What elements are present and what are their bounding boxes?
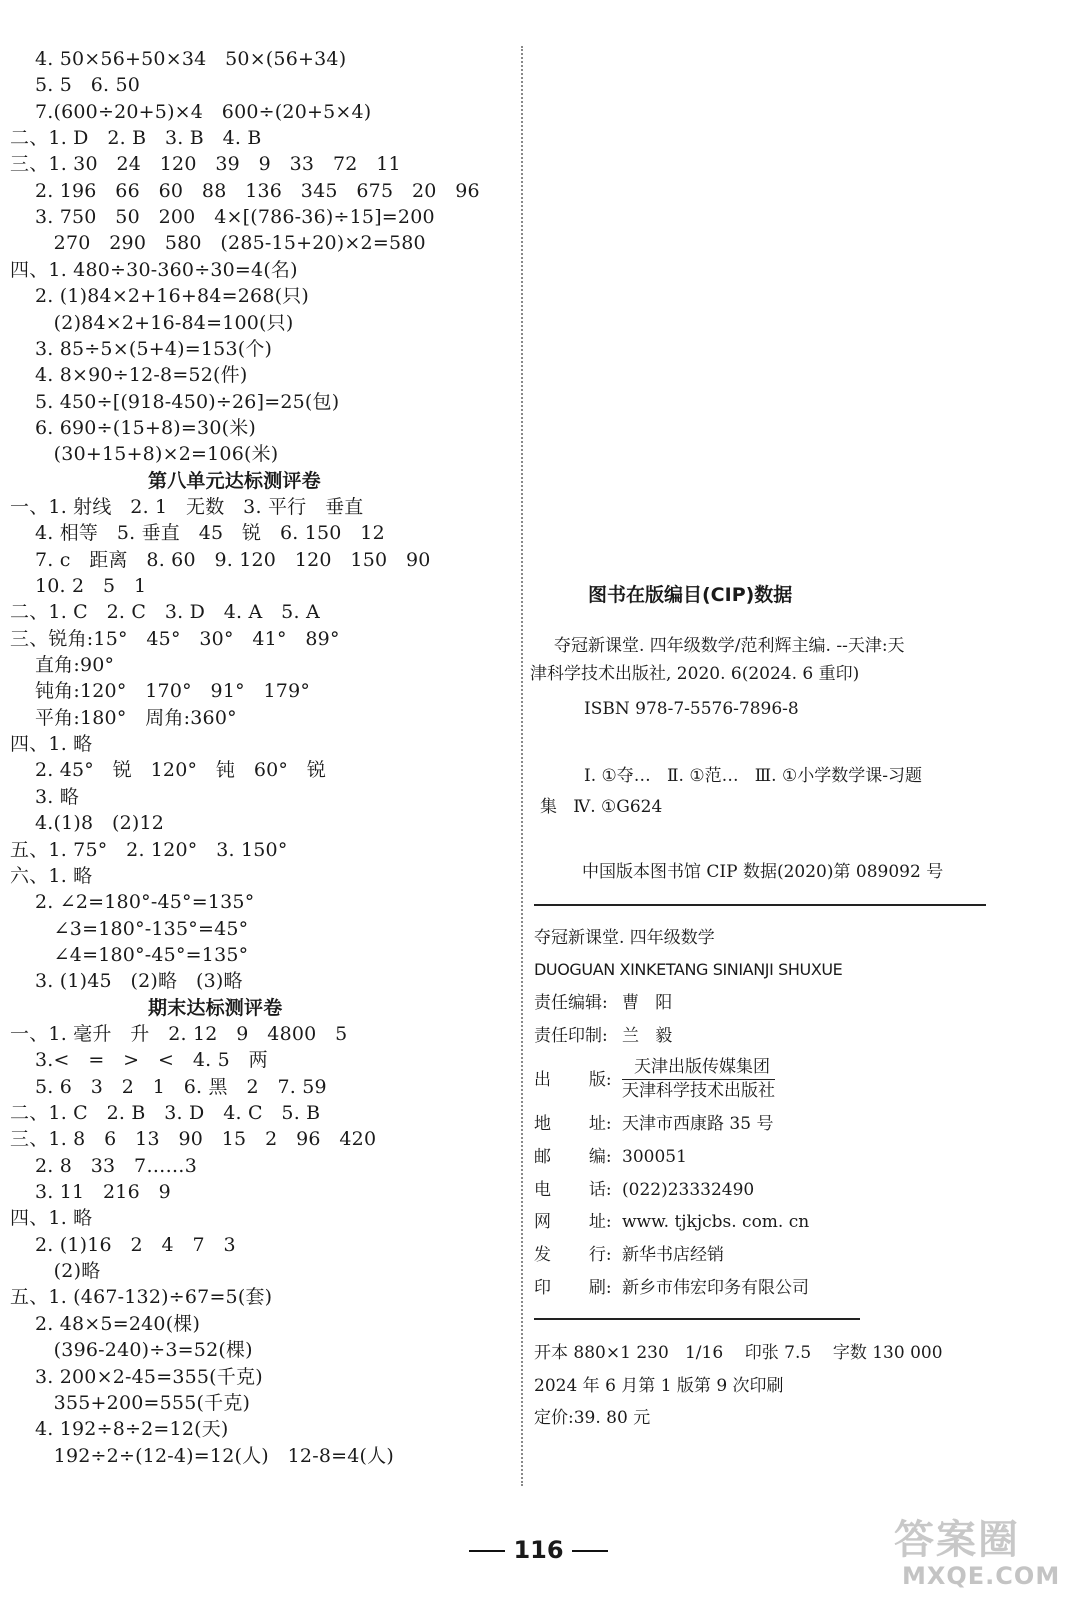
edition-line: 2024 年 6 月第 1 版第 9 次印刷: [534, 1376, 784, 1396]
answer-line: (396-240)÷3=52(棵): [10, 1339, 253, 1361]
answer-line: 6. 690÷(15+8)=30(米): [10, 417, 257, 439]
answer-line: 192÷2÷(12-4)=12(人) 12-8=4(人): [10, 1445, 394, 1467]
address-value: 天津市西康路 35 号: [622, 1114, 774, 1134]
answer-line: 7. c 距离 8. 60 9. 120 120 150 90: [10, 549, 431, 571]
answer-line: 二、1. D 2. B 3. B 4. B: [10, 127, 262, 149]
pinyin-title: DUOGUAN XINKETANG SINIANJI SHUXUE: [534, 960, 843, 979]
answer-line: 4. 相等 5. 垂直 45 锐 6. 150 12: [10, 522, 385, 544]
answer-line: 三、1. 8 6 13 90 15 2 96 420: [10, 1128, 377, 1150]
answer-line: 四、1. 略: [10, 733, 93, 755]
answer-line: 5. 5 6. 50: [10, 74, 141, 96]
answer-line: 三、1. 30 24 120 39 9 33 72 11: [10, 153, 401, 175]
answer-line: 5. 6 3 2 1 6. 黑 2 7. 59: [10, 1076, 327, 1098]
answer-line: 3. 750 50 200 4×[(786-36)÷15]=200: [10, 206, 435, 228]
answer-line: 3. 11 216 9: [10, 1181, 171, 1203]
answer-line: 2. 8 33 7……3: [10, 1155, 198, 1177]
pub-rule: [534, 1318, 860, 1320]
watermark-bottom: MXQE.COM: [902, 1562, 1061, 1590]
answer-line: (2)84×2+16-84=100(只): [10, 312, 294, 334]
book-title: 夺冠新课堂. 四年级数学: [534, 928, 715, 948]
printer-value: 新乡市伟宏印务有限公司: [622, 1278, 809, 1298]
phone-value: (022)23332490: [622, 1180, 755, 1200]
answer-line: 4. 8×90÷12-8=52(件): [10, 364, 248, 386]
phone-label: 电 话:: [534, 1180, 612, 1200]
answer-line: 4. 192÷8÷2=12(天): [10, 1418, 229, 1440]
footer-dash-right: [572, 1550, 608, 1552]
answer-line: 4. 50×56+50×34 50×(56+34): [10, 48, 347, 70]
answer-line: 3. 200×2-45=355(千克): [10, 1366, 263, 1388]
section-heading: 第八单元达标测评卷: [148, 470, 321, 492]
answer-line: 二、1. C 2. B 3. D 4. C 5. B: [10, 1102, 321, 1124]
answer-line: 三、锐角:15° 45° 30° 41° 89°: [10, 628, 340, 650]
answer-line: (30+15+8)×2=106(米): [10, 443, 279, 465]
editor-label: 责任编辑:: [534, 993, 608, 1013]
copyright-page-column: [530, 0, 1070, 1520]
format-line: 开本 880×1 230 1/16 印张 7.5 字数 130 000: [534, 1343, 943, 1363]
answer-line: 4.(1)8 (2)12: [10, 812, 165, 834]
distribution-label: 发 行:: [534, 1245, 612, 1265]
answer-line: 一、1. 毫升 升 2. 12 9 4800 5: [10, 1023, 348, 1045]
answer-line: 2. (1)84×2+16+84=268(只): [10, 285, 310, 307]
answer-line: 3.< = > < 4. 5 两: [10, 1049, 268, 1071]
answer-line: 平角:180° 周角:360°: [10, 707, 237, 729]
distribution-value: 新华书店经销: [622, 1245, 724, 1265]
answer-line: 3. 85÷5×(5+4)=153(个): [10, 338, 273, 360]
publisher-stack: [622, 1056, 775, 1102]
printer-label: 印 刷:: [534, 1278, 612, 1298]
cip-title: 图书在版编目(CIP)数据: [588, 584, 793, 606]
cip-line-1: 夺冠新课堂. 四年级数学/范利辉主编. --天津:天: [554, 636, 905, 656]
postcode-value: 300051: [622, 1147, 687, 1167]
answer-line: 四、1. 略: [10, 1207, 93, 1229]
print-resp-value: 兰 毅: [622, 1026, 673, 1046]
editor-value: 曹 阳: [622, 993, 673, 1013]
answer-line: 7.(600÷20+5)×4 600÷(20+5×4): [10, 101, 372, 123]
answer-line: 二、1. C 2. C 3. D 4. A 5. A: [10, 601, 320, 623]
publisher-label: 出 版:: [534, 1070, 612, 1090]
answer-line: 5. 450÷[(918-450)÷26]=25(包): [10, 391, 340, 413]
answer-line: 270 290 580 (285-15+20)×2=580: [10, 232, 426, 254]
page-number: 116: [513, 1536, 564, 1564]
cip-line-2: 津科学技术出版社, 2020. 6(2024. 6 重印): [530, 664, 860, 684]
answer-line: ∠4=180°-45°=135°: [10, 944, 249, 966]
cip-class-line-1: Ⅰ. ①夺… Ⅱ. ①范… Ⅲ. ①小学数学课-习题: [584, 766, 922, 786]
answer-line: (2)略: [10, 1260, 101, 1282]
cip-number: 中国版本图书馆 CIP 数据(2020)第 089092 号: [582, 862, 944, 882]
answer-line: 六、1. 略: [10, 865, 93, 887]
answer-line: 355+200=555(千克): [10, 1392, 251, 1414]
cip-class-line-2: 集 Ⅳ. ①G624: [540, 797, 663, 817]
footer-dash-left: [469, 1550, 505, 1552]
answer-line: 2. 48×5=240(棵): [10, 1313, 201, 1335]
watermark-logo: [880, 1508, 1070, 1596]
postcode-label: 邮 编:: [534, 1147, 612, 1167]
section-heading: 期末达标测评卷: [148, 997, 283, 1019]
web-label: 网 址:: [534, 1212, 612, 1232]
answer-line: 五、1. 75° 2. 120° 3. 150°: [10, 839, 288, 861]
answer-line: ∠3=180°-135°=45°: [10, 918, 249, 940]
price-line: 定价:39. 80 元: [534, 1408, 651, 1428]
answer-line: 2. ∠2=180°-45°=135°: [10, 891, 255, 913]
answer-line: 直角:90°: [10, 654, 115, 676]
publisher-top: 天津出版传媒集团: [622, 1056, 775, 1080]
print-resp-label: 责任印制:: [534, 1026, 608, 1046]
column-divider: [521, 46, 523, 1486]
answer-line: 一、1. 射线 2. 1 无数 3. 平行 垂直: [10, 496, 364, 518]
cip-isbn: ISBN 978-7-5576-7896-8: [584, 699, 799, 719]
watermark-top: 答案圈: [894, 1517, 1020, 1563]
answer-line: 钝角:120° 170° 91° 179°: [10, 680, 311, 702]
web-value: www. tjkjcbs. com. cn: [622, 1212, 810, 1232]
address-label: 地 址:: [534, 1114, 612, 1134]
publisher-bottom: 天津科学技术出版社: [622, 1081, 775, 1101]
cip-rule: [534, 904, 986, 906]
answer-line: 五、1. (467-132)÷67=5(套): [10, 1286, 273, 1308]
answer-key-column: [0, 0, 520, 1520]
answer-line: 10. 2 5 1: [10, 575, 147, 597]
answer-line: 四、1. 480÷30-360÷30=4(名): [10, 259, 298, 281]
answer-line: 2. 45° 锐 120° 钝 60° 锐: [10, 759, 327, 781]
answer-line: 2. 196 66 60 88 136 345 675 20 96: [10, 180, 480, 202]
answer-line: 2. (1)16 2 4 7 3: [10, 1234, 236, 1256]
answer-line: 3. (1)45 (2)略 (3)略: [10, 970, 243, 992]
answer-line: 3. 略: [10, 786, 79, 808]
